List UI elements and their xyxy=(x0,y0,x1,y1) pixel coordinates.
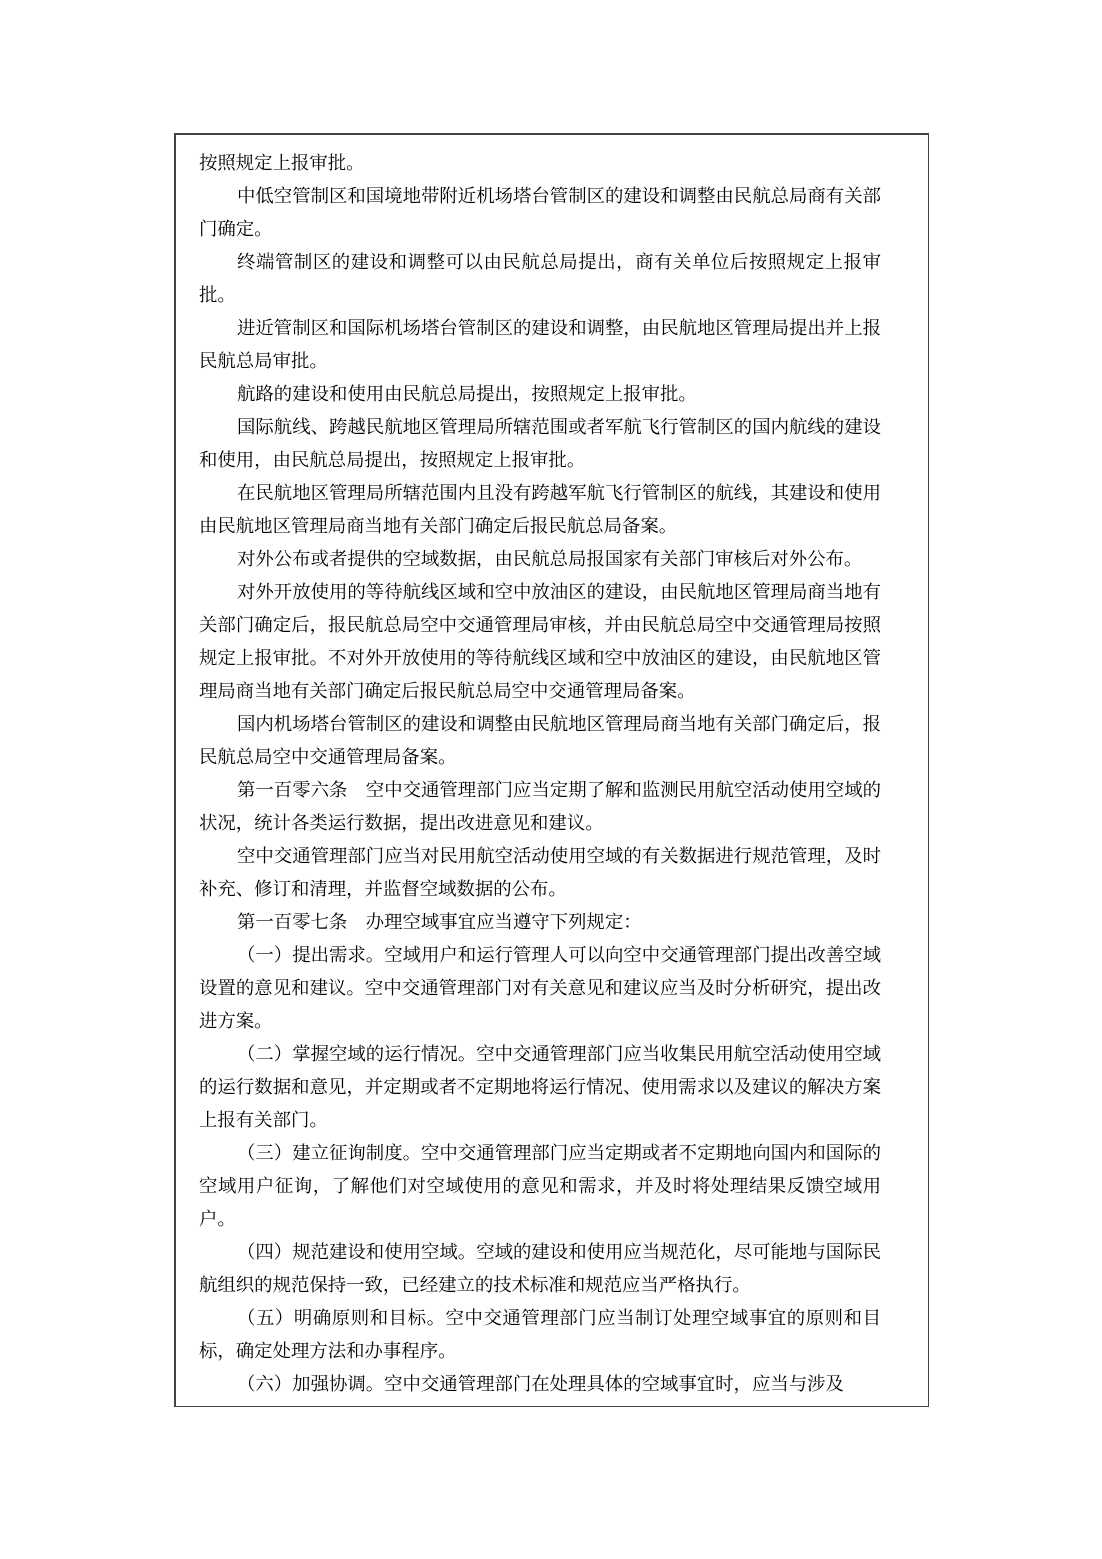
document-frame xyxy=(174,133,929,1407)
paragraph: 中低空管制区和国境地带附近机场塔台管制区的建设和调整由民航总局商有关部门确定。 xyxy=(199,186,881,240)
paragraph: 航路的建设和使用由民航总局提出，按照规定上报审批。 xyxy=(237,384,697,405)
list-item-5: （五）明确原则和目标。空中交通管理部门应当制订处理空域事宜的原则和目标，确定处理方法和办事程序。 xyxy=(199,1308,881,1362)
paragraph: 国内机场塔台管制区的建设和调整由民航地区管理局商当地有关部门确定后，报民航总局空中交通管理局备案。 xyxy=(199,714,881,768)
article-106: 第一百零六条 空中交通管理部门应当定期了解和监测民用航空活动使用空域的状况，统计各类运行数据，提出改进意见和建议。 xyxy=(199,780,881,834)
article-107: 第一百零七条 办理空域事宜应当遵守下列规定： xyxy=(237,912,642,933)
list-item-4: （四）规范建设和使用空域。空域的建设和使用应当规范化，尽可能地与国际民航组织的规范保持一致，已经建立的技术标准和规范应当严格执行。 xyxy=(199,1242,881,1296)
paragraph: 对外开放使用的等待航线区域和空中放油区的建设，由民航地区管理局商当地有关部门确定后，报民航总局空中交通管理局审核，并由民航总局空中交通管理局按照规定上报审批。不对外开放使用的等待航线区域和空中放油区的建设，由民航地区管理局商当地有关部门确定后报民航总局空中交通管理局备案。 xyxy=(199,582,881,702)
paragraph: 空中交通管理部门应当对民用航空活动使用空域的有关数据进行规范管理，及时补充、修订和清理，并监督空域数据的公布。 xyxy=(199,846,881,900)
paragraph: 终端管制区的建设和调整可以由民航总局提出，商有关单位后按照规定上报审批。 xyxy=(199,252,881,306)
list-item-6: （六）加强协调。空中交通管理部门在处理具体的空域事宜时，应当与涉及 xyxy=(237,1374,844,1395)
paragraph: 对外公布或者提供的空域数据，由民航总局报国家有关部门审核后对外公布。 xyxy=(237,549,863,570)
document-body xyxy=(199,147,881,1401)
list-item-2: （二）掌握空域的运行情况。空中交通管理部门应当收集民用航空活动使用空域的运行数据和意见，并定期或者不定期地将运行情况、使用需求以及建议的解决方案上报有关部门。 xyxy=(199,1044,881,1131)
paragraph: 按照规定上报审批。 xyxy=(199,153,365,174)
list-item-1: （一）提出需求。空域用户和运行管理人可以向空中交通管理部门提出改善空域设置的意见和建议。空中交通管理部门对有关意见和建议应当及时分析研究，提出改进方案。 xyxy=(199,945,881,1032)
list-item-3: （三）建立征询制度。空中交通管理部门应当定期或者不定期地向国内和国际的空域用户征询，了解他们对空域使用的意见和需求，并及时将处理结果反馈空域用户。 xyxy=(199,1143,881,1230)
paragraph: 国际航线、跨越民航地区管理局所辖范围或者军航飞行管制区的国内航线的建设和使用，由民航总局提出，按照规定上报审批。 xyxy=(199,417,881,471)
paragraph: 在民航地区管理局所辖范围内且没有跨越军航飞行管制区的航线，其建设和使用由民航地区管理局商当地有关部门确定后报民航总局备案。 xyxy=(199,483,881,537)
paragraph: 进近管制区和国际机场塔台管制区的建设和调整，由民航地区管理局提出并上报民航总局审批。 xyxy=(199,318,881,372)
